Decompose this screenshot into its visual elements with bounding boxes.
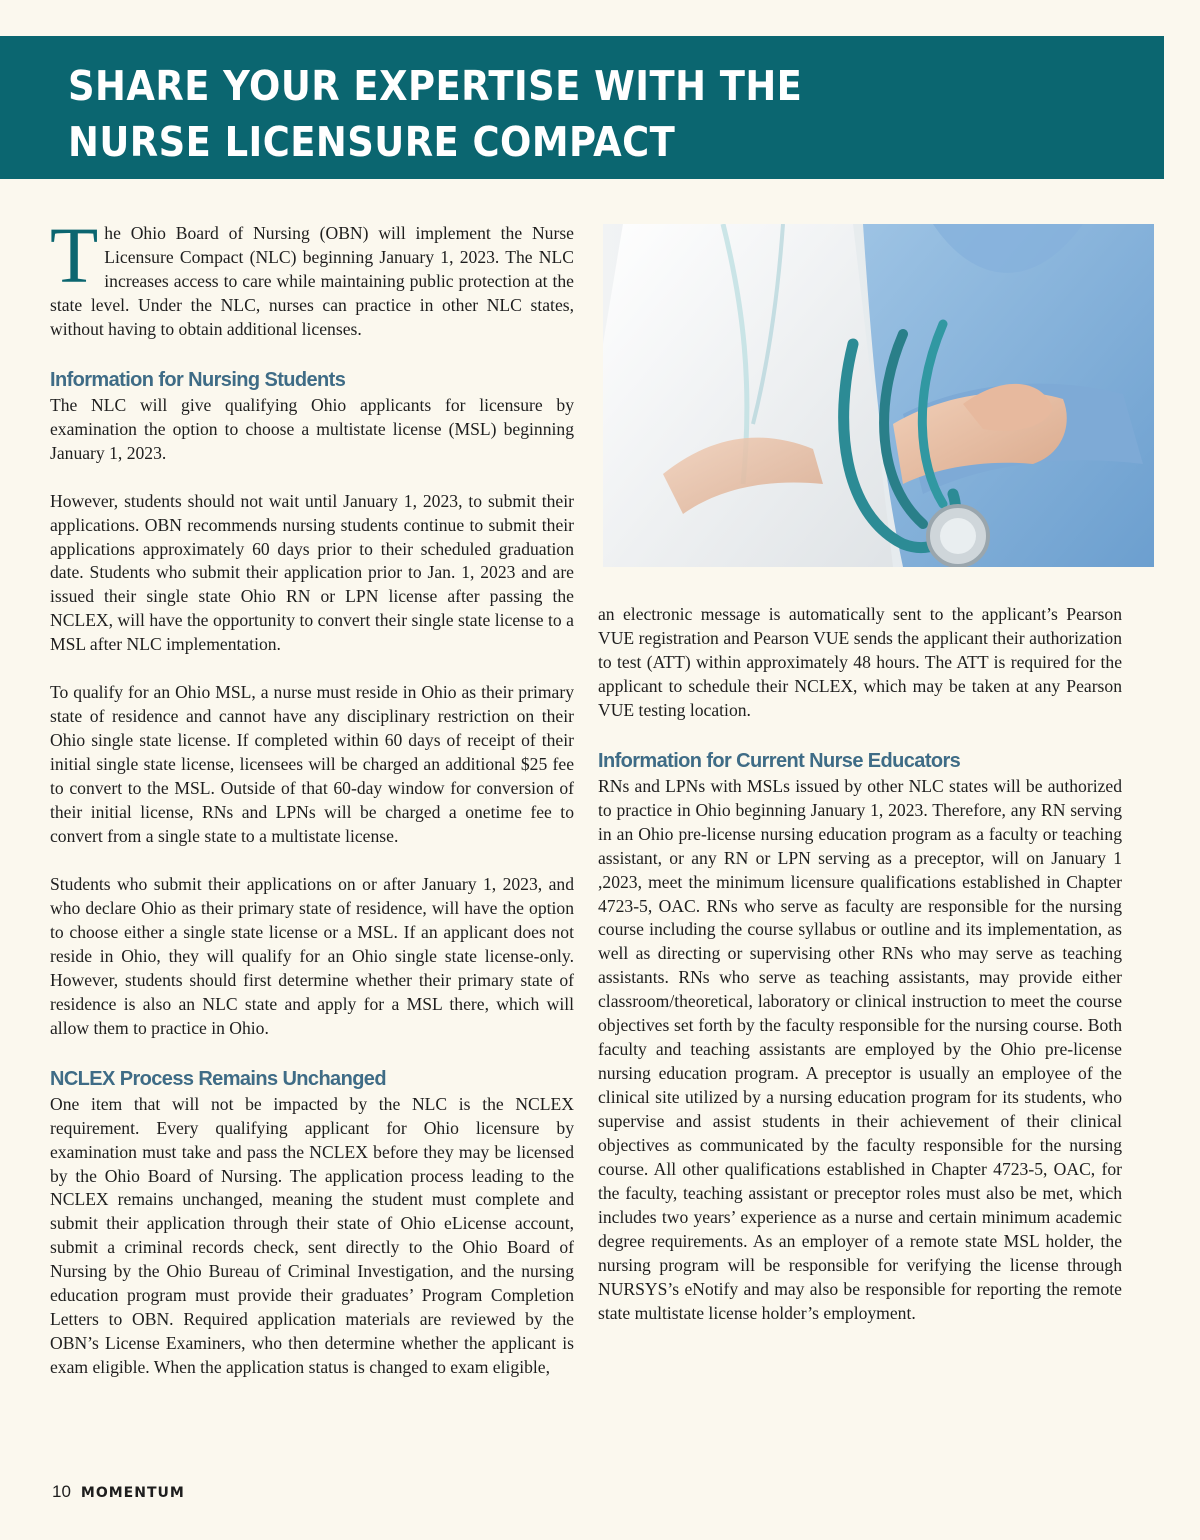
students-paragraph-1: The NLC will give qualifying Ohio applicants for licensure by examination the option to choose a multistate license (MSL) beginning January 1, 2023. <box>50 394 574 463</box>
heading-nclex-process: NCLEX Process Remains Unchanged <box>50 1067 386 1090</box>
page-title-line-1: SHARE YOUR EXPERTISE WITH THE <box>68 62 803 110</box>
title-banner <box>0 36 1164 179</box>
educators-paragraph: RNs and LPNs with MSLs issued by other NLC states will be authorized to practice in Ohio beginning January 1, 2023. Therefore, any RN serving in an Ohio pre-license nursing education program as a faculty or teaching assistant, or any RN or LPN serving as a preceptor, will on January 1 ,2023, meet the minimum licensure qualifications established in Chapter 4723-5, OAC. RNs who serve as faculty are responsible for the nursing course including the course syllabus or outline and its implementation, as well as directing or supervising other RNs who may serve as teaching assistants. RNs who serve as teaching assistants, may provide either classroom/theoretical, laboratory or clinical instruction to meet the course objectives set forth by the faculty responsible for the nursing course. Both faculty and teaching assistants are employed by the Ohio pre-license nursing education program. A preceptor is usually an employee of the clinical site utilized by a nursing education program for its students, who supervise and assist students in their achievement of their clinical objectives as communicated by the faculty responsible for the nursing course. All other qualifications established in Chapter 4723-5, OAC, for the faculty, teaching assistant or preceptor roles must also be met, which includes two years’ experience as a nurse and certain minimum academic degree requirements. As an employer of a remote state MSL holder, the nursing program will be responsible for verifying the license through NURSYS’s eNotify and may also be responsible for reporting the remote state multistate license holder’s employment. <box>598 775 1122 1323</box>
page-title <box>68 58 802 170</box>
students-paragraph-4: Students who submit their applications on or after January 1, 2023, and who declare Ohio as their primary state of residence, will have the option to choose either a single state license or a MSL. If an applicant does not reside in Ohio, they will qualify for an Ohio single state license-only. However, students should first determine whether their primary state of residence is also an NLC state and apply for a MSL there, which will allow them to practice in Ohio. <box>50 873 574 1038</box>
page-title-line-2: NURSE LICENSURE COMPACT <box>68 118 676 166</box>
students-paragraph-2: However, students should not wait until January 1, 2023, to submit their applications. OBN recommends nursing students continue to submit their applications approximately 60 days prior to their scheduled graduation date. Students who submit their application prior to Jan. 1, 2023 and are issued their single state Ohio RN or LPN license after passing the NCLEX, will have the opportunity to convert their single state license to a MSL after NLC implementation. <box>50 490 574 655</box>
nclex-paragraph-continued: an electronic message is automatically sent to the applicant’s Pearson VUE registration and Pearson VUE sends the applicant their authorization to test (ATT) within approximately 48 hours. The ATT is required for the applicant to schedule their NCLEX, which may be taken at any Pearson VUE testing location. <box>598 604 1122 720</box>
students-paragraph-3: To qualify for an Ohio MSL, a nurse must reside in Ohio as their primary state of residence and cannot have any disciplinary restriction on their Ohio single state license. If completed within 60 days of receipt of their initial single state license, licensees will be charged an additional $25 fee to convert to the MSL. Outside of that 60-day window for conversion of their initial license, RNs and LPNs will be charged a onetime fee to convert from a single state to a multistate license. <box>50 682 574 847</box>
heading-nurse-educators: Information for Current Nurse Educators <box>598 749 961 772</box>
photo-illustration <box>603 224 1154 567</box>
publication-name: MOMENTUM <box>80 1485 185 1501</box>
nclex-paragraph: One item that will not be impacted by the NLC is the NCLEX requirement. Every qualifying applicant for Ohio licensure by examination must take and pass the NCLEX before they may be licensed by the Ohio Board of Nursing. The application process leading to the NCLEX remains unchanged, meaning the student must complete and submit their application through their state of Ohio eLicense account, submit a criminal records check, sent directly to the Ohio Board of Nursing by the Ohio Bureau of Criminal Investigation, and the nursing education program must provide their graduates’ Program Completion Letters to OBN. Required application materials are reviewed by the OBN’s License Examiners, who then determine whether the applicant is exam eligible. When the application status is changed to exam eligible, <box>50 1093 574 1378</box>
heading-nursing-students: Information for Nursing Students <box>50 368 346 391</box>
drop-cap: T <box>50 213 99 300</box>
right-column <box>598 603 1122 1350</box>
nurses-stethoscope-photo <box>603 224 1154 567</box>
intro-paragraph: The Ohio Board of Nursing (OBN) will implement the Nurse Licensure Compact (NLC) beginning January 1, 2023. The NLC increases access to care while maintaining public protection at the state level. Under the NLC, nurses can practice in other NLC states, without having to obtain additional licenses. <box>50 213 574 339</box>
left-column <box>50 213 574 1380</box>
page-footer <box>52 1482 185 1502</box>
page-number: 10 <box>52 1482 71 1501</box>
